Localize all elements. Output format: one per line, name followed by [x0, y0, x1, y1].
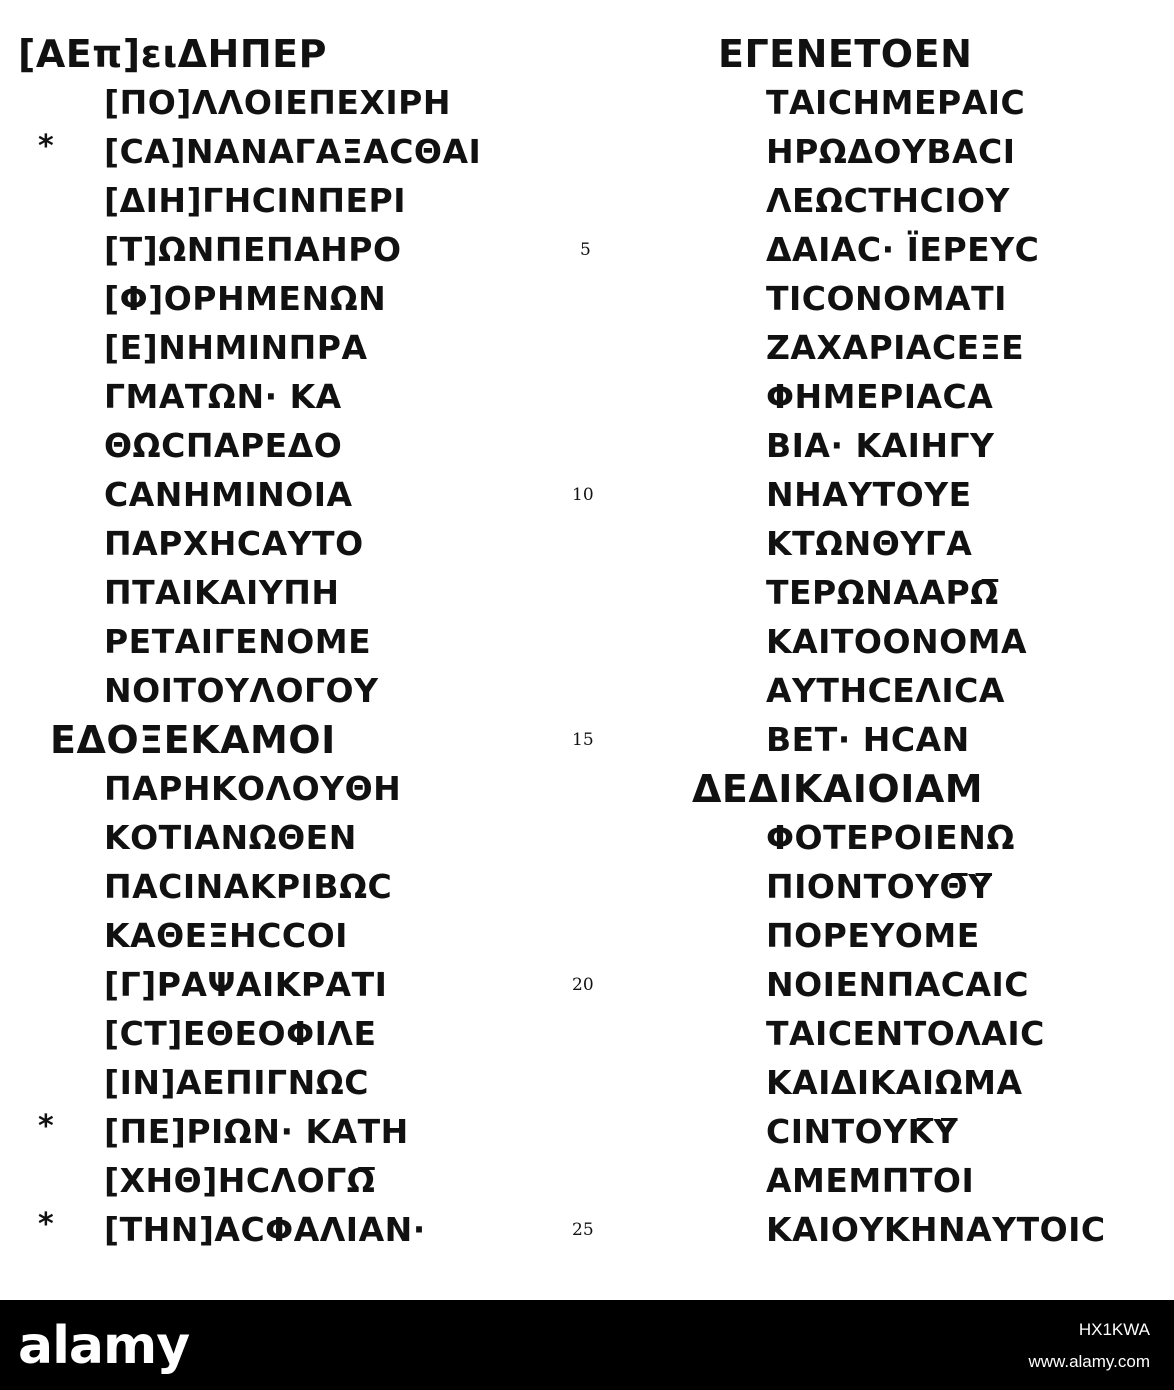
left-line — [0, 275, 580, 323]
line-number: 15 — [572, 730, 594, 750]
right-line-text: ΝΗΑΥΤΟΥΕ — [766, 475, 972, 514]
left-line-text: [Φ]ΟΡΗΜΕΝΩΝ — [104, 279, 387, 318]
left-line-text: [Γ]ΡΑΨΑΙΚΡΑΤΙ — [104, 965, 388, 1004]
right-line — [600, 1059, 1174, 1107]
left-line — [0, 716, 594, 764]
asterisk-mark: * — [38, 129, 54, 164]
left-line-text: [ΠΕ]ΡΙΩΝ· ΚΑΤΗ — [104, 1112, 409, 1151]
right-line — [600, 912, 1174, 960]
left-line-text: ΚΟΤΙΑΝΩΘΕΝ — [104, 818, 357, 857]
right-line — [600, 324, 1174, 372]
right-line-text: ΑΥΤΗCΕΛΙCΑ — [766, 671, 1005, 710]
right-line — [600, 422, 1174, 470]
right-line — [600, 30, 1174, 78]
right-line — [600, 1157, 1174, 1205]
alamy-logo: alamy — [18, 1316, 190, 1376]
left-line — [0, 863, 580, 911]
left-line-text: [ΑΕπ]ειΔΗΠΕΡ — [18, 32, 327, 76]
left-line — [0, 79, 580, 127]
left-line — [0, 226, 591, 274]
right-line — [600, 814, 1174, 862]
right-line-text: ΑΜΕΜΠΤΟΙ — [766, 1161, 975, 1200]
left-line-text: [ΠΟ]ΛΛΟΙΕΠΕΧΙΡΗ — [104, 83, 451, 122]
left-line — [0, 128, 580, 176]
asterisk-mark: * — [38, 1109, 54, 1144]
left-line — [0, 373, 580, 421]
right-line-text: ΚΑΙΟΥΚΗΝΑΥΤΟΙC — [766, 1210, 1106, 1249]
right-column — [600, 0, 1160, 1300]
left-line-text: ΡΕΤΑΙΓΕΝΟΜΕ — [104, 622, 372, 661]
image-code: HX1KWA — [1078, 1320, 1150, 1339]
left-line — [0, 765, 580, 813]
left-line-text: ΠΑΡΧΗCΑΥΤΟ — [104, 524, 364, 563]
left-line-text: ΝΟΙΤΟΥΛΟΓΟΥ — [104, 671, 379, 710]
right-line — [600, 667, 1174, 715]
left-line-text: CΑΝΗΜΙΝΟΙΑ — [104, 475, 353, 514]
right-line-text: ΒΕΤ· ΗCΑΝ — [766, 720, 970, 759]
left-line — [0, 618, 580, 666]
right-line-text: ΛΕΩCΤΗCΙΟΥ — [766, 181, 1010, 220]
left-line-text: [ΔΙΗ]ΓΗCΙΝΠΕΡΙ — [104, 181, 406, 220]
right-line — [600, 520, 1174, 568]
right-line — [600, 177, 1174, 225]
left-line-text: ΠΑCΙΝΑΚΡΙΒΩC — [104, 867, 393, 906]
right-line — [600, 716, 1174, 764]
line-number: 5 — [580, 240, 591, 260]
asterisk-mark: * — [38, 1207, 54, 1242]
left-line-text: ΠΑΡΗΚΟΛΟΥΘΗ — [104, 769, 402, 808]
left-line — [0, 471, 594, 519]
right-line — [600, 618, 1174, 666]
right-line — [600, 1010, 1174, 1058]
right-line-text: CΙΝΤΟΥΚ̅Υ̅ — [766, 1112, 959, 1151]
left-line-text: ΓΜΑΤΩΝ· ΚΑ — [104, 377, 342, 416]
left-line-text: [CΑ]ΝΑΝΑΓΑΞΑCΘΑΙ — [104, 132, 482, 171]
left-line-text: ΚΑΘΕΞΗCCΟΙ — [104, 916, 348, 955]
left-line — [0, 30, 580, 78]
left-line — [0, 569, 580, 617]
right-line — [600, 863, 1174, 911]
right-line — [600, 128, 1174, 176]
right-line-text: ΤΙCΟΝΟΜΑΤΙ — [766, 279, 1007, 318]
right-line-text: ΝΟΙΕΝΠΑCΑΙC — [766, 965, 1030, 1004]
left-line — [0, 520, 580, 568]
left-line — [0, 324, 580, 372]
left-line — [0, 1059, 580, 1107]
left-line-text: [ΧΗΘ]ΗCΛΟΓΩ̅ — [104, 1161, 376, 1200]
right-line — [600, 275, 1174, 323]
right-line-text: ΕΓΕΝΕΤΟΕΝ — [718, 32, 973, 76]
right-line-text: ΔΑΙΑC· ΪΕΡΕΥC — [766, 230, 1040, 269]
right-line-text: ΚΤΩΝΘΥΓΑ — [766, 524, 973, 563]
right-line-text: ΖΑΧΑΡΙΑCΕΞΕ — [766, 328, 1025, 367]
line-number: 25 — [572, 1220, 594, 1240]
left-line — [0, 814, 580, 862]
right-line — [600, 961, 1174, 1009]
line-number: 10 — [572, 485, 594, 505]
left-line-text: ΘΩCΠΑΡΕΔΟ — [104, 426, 343, 465]
left-line — [0, 177, 580, 225]
left-line-text: [ΤΗΝ]ΑCΦΑΛΙΑΝ· — [104, 1210, 426, 1249]
right-line — [600, 226, 1174, 274]
watermark-url: www.alamy.com — [1028, 1352, 1150, 1371]
left-line-text: [Τ]ΩΝΠΕΠΑΗΡΟ — [104, 230, 402, 269]
right-line-text: ΚΑΙΤΟΟΝΟΜΑ — [766, 622, 1028, 661]
left-line — [0, 1108, 580, 1156]
right-line-text: ΚΑΙΔΙΚΑΙΩΜΑ — [766, 1063, 1023, 1102]
left-line — [0, 422, 580, 470]
right-line-text: ΗΡΩΔΟΥΒΑCΙ — [766, 132, 1016, 171]
right-line-text: ΔΕΔΙΚΑΙΟΙΑΜ — [692, 767, 984, 811]
left-column — [0, 0, 594, 1300]
right-line-text: ΦΗΜΕΡΙΑCΑ — [766, 377, 994, 416]
left-line-text: [Ε]ΝΗΜΙΝΠΡΑ — [104, 328, 368, 367]
left-line-text: [CΤ]ΕΘΕΟΦΙΛΕ — [104, 1014, 377, 1053]
left-line — [0, 667, 580, 715]
left-line-text: ΕΔΟΞΕΚΑΜΟΙ — [50, 718, 336, 762]
right-line — [600, 765, 1174, 813]
left-line — [0, 1157, 580, 1205]
left-line — [0, 912, 580, 960]
left-line-text: ΠΤΑΙΚΑΙΥΠΗ — [104, 573, 340, 612]
right-line — [600, 569, 1174, 617]
right-line — [600, 471, 1174, 519]
watermark-bar — [0, 1300, 1174, 1390]
right-line-text: ΤΕΡΩΝΑΑΡΩ̅ — [766, 573, 999, 612]
left-line-text: [ΙΝ]ΑΕΠΙΓΝΩC — [104, 1063, 369, 1102]
right-line-text: ΠΙΟΝΤΟΥΘ̅Υ̅ — [766, 867, 993, 906]
left-line — [0, 961, 594, 1009]
right-line-text: ΦΟΤΕΡΟΙΕΝΩ — [766, 818, 1015, 857]
left-line — [0, 1206, 594, 1254]
line-number: 20 — [572, 975, 594, 995]
right-line — [600, 1108, 1174, 1156]
left-line — [0, 1010, 580, 1058]
right-line — [600, 79, 1174, 127]
right-line-text: ΒΙΑ· ΚΑΙΗΓΥ — [766, 426, 995, 465]
right-line-text: ΤΑΙCΕΝΤΟΛΑΙC — [766, 1014, 1045, 1053]
right-line-text: ΤΑΙCΗΜΕΡΑΙC — [766, 83, 1026, 122]
right-line — [600, 1206, 1174, 1254]
right-line — [600, 373, 1174, 421]
right-line-text: ΠΟΡΕΥΟΜΕ — [766, 916, 980, 955]
